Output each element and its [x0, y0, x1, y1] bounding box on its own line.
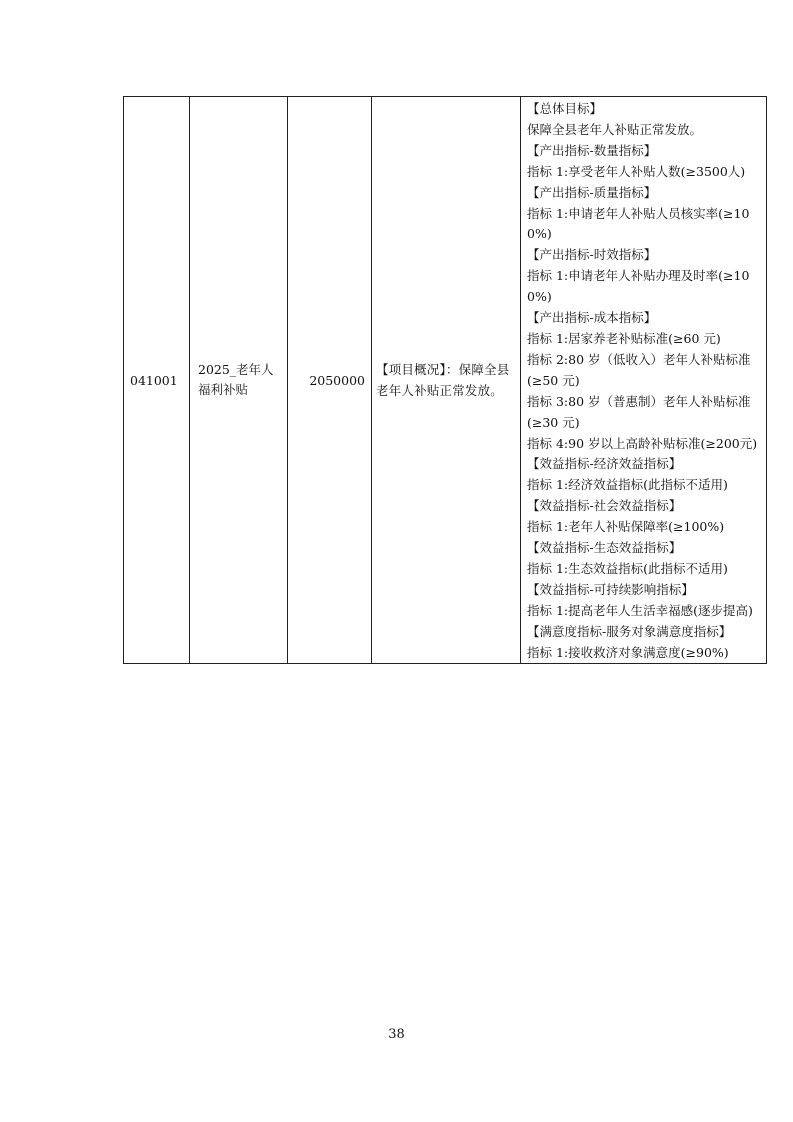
goal-line: 指标 1:居家养老补贴标准(≥60 元): [527, 330, 721, 346]
goal-line: 指标 1:申请老年人补贴办理及时率(≥100%): [527, 268, 750, 305]
goal-line: 【效益指标-生态效益指标】: [527, 540, 682, 556]
goal-line: 指标 1:申请老年人补贴人员核实率(≥100%): [527, 205, 750, 242]
goal-line: 【效益指标-可持续影响指标】: [527, 581, 694, 597]
goals-list: [527, 99, 762, 663]
table-row: [124, 97, 767, 664]
goal-line: 指标 1:享受老年人补贴人数(≥3500人): [527, 163, 746, 179]
goal-line: 指标 1:接收救济对象满意度(≥90%): [527, 644, 729, 660]
performance-goals-cell: [521, 97, 767, 664]
goal-line: 【产出指标-质量指标】: [527, 184, 657, 200]
goal-line: 指标 1:生态效益指标(此指标不适用): [527, 560, 728, 576]
goal-line: 指标 1:提高老年人生活幸福感(逐步提高): [527, 602, 753, 618]
page-number: 38: [388, 1027, 405, 1042]
goal-line: 【产出指标-数量指标】: [527, 142, 657, 158]
goal-line: 【效益指标-经济效益指标】: [527, 456, 682, 472]
project-overview-cell: 【项目概况】：保障全县老年人补贴正常发放。: [372, 97, 521, 664]
goal-line: 【效益指标-社会效益指标】: [527, 498, 682, 514]
project-code-cell: 041001: [124, 97, 190, 664]
goal-line: 指标 4:90 岁以上高龄补贴标准(≥200元): [527, 435, 758, 451]
amount-cell: 2050000: [288, 97, 372, 664]
goal-line: 【产出指标-时效指标】: [527, 247, 657, 263]
goal-line: 指标 1:老年人补贴保障率(≥100%): [527, 519, 725, 535]
goal-line: 指标 1:经济效益指标(此指标不适用): [527, 477, 728, 493]
goal-line: 【总体目标】: [527, 101, 603, 116]
budget-table: [123, 96, 767, 664]
goal-line: 保障全县老年人补贴正常发放。: [527, 121, 703, 137]
goal-line: 【产出指标-成本指标】: [527, 310, 657, 326]
project-name-cell: 2025_老年人福利补贴: [190, 97, 288, 664]
goal-line: 【满意度指标-服务对象满意度指标】: [527, 623, 732, 639]
goal-line: 指标 2:80 岁（低收入）老年人补贴标准(≥50 元): [527, 351, 751, 388]
goal-line: 指标 3:80 岁（普惠制）老年人补贴标准(≥30 元): [527, 393, 751, 430]
